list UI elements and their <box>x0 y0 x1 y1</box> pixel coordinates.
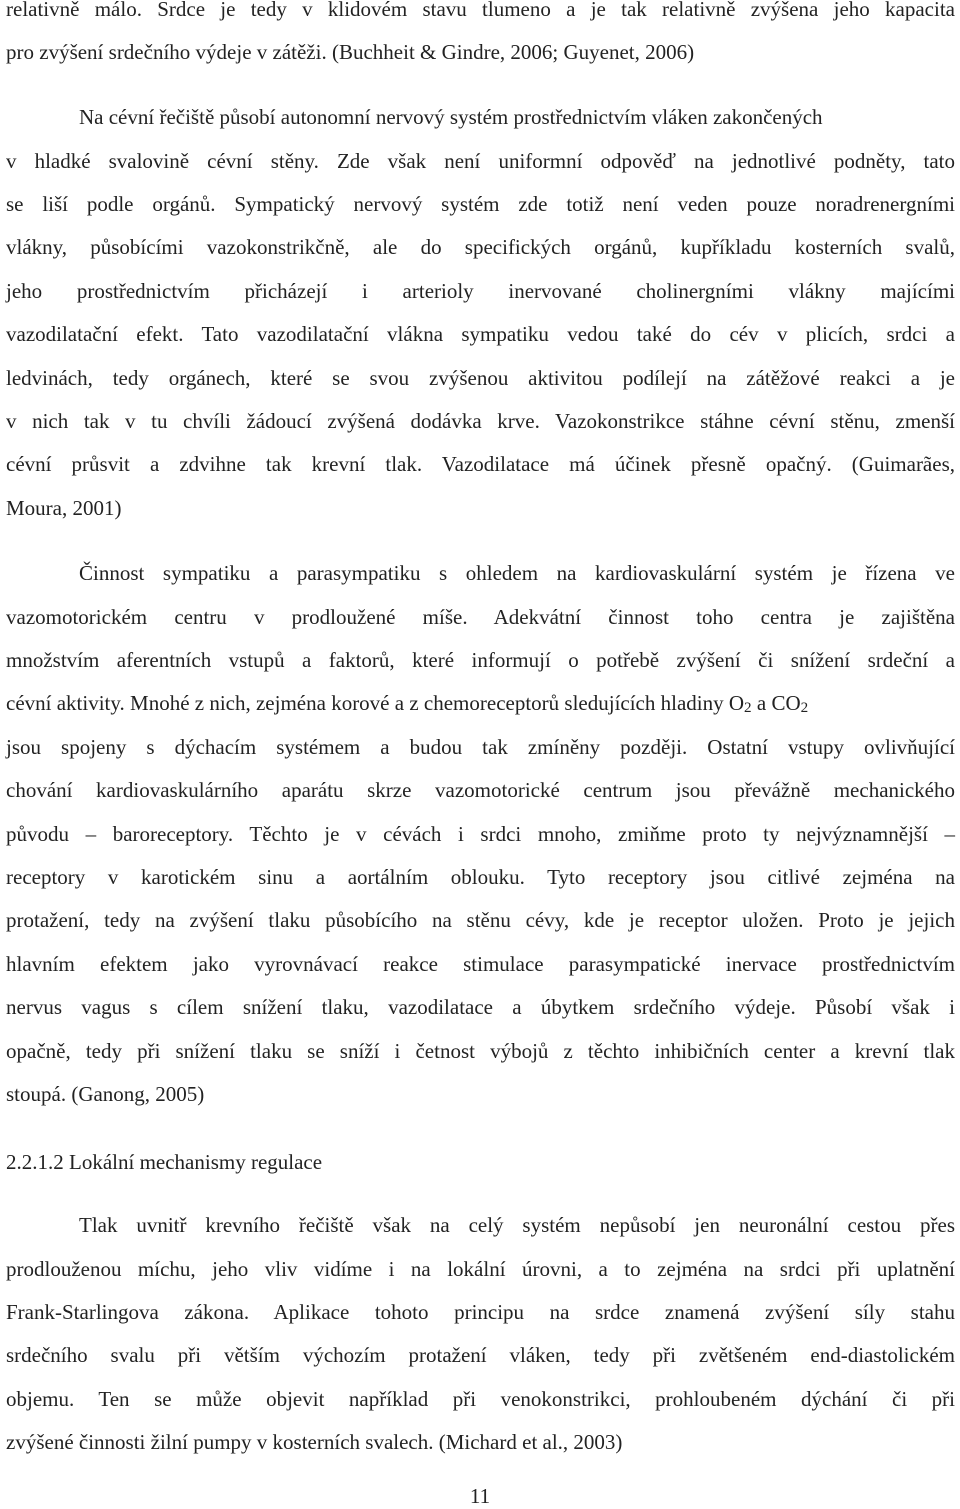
text-line: prodlouženou míchu, jeho vliv vidíme i na lokální úrovni, a to zejména na srdci při uplatnění <box>6 1257 955 1281</box>
text-line: pro zvýšení srdečního výdeje v zátěži. (Buchheit & Gindre, 2006; Guyenet, 2006) <box>6 40 695 64</box>
carbon-dioxide-symbol: CO <box>771 691 801 715</box>
text-line: Frank-Starlingova zákona. Aplikace tohoto principu na srdce znamená zvýšení síly stahu <box>6 1300 955 1324</box>
text-line: vazodilatační efekt. Tato vazodilatační vlákna sympatiku vedou také do cév v plicích, srdci a <box>6 322 955 346</box>
text-line: Tlak uvnitř krevního řečiště však na celý systém nepůsobí jen neuronální cestou přes <box>79 1213 955 1237</box>
section-heading: 2.2.1.2 Lokální mechanismy regulace <box>6 1150 323 1174</box>
text-line: srdečního svalu při větším výchozím protažení vláken, tedy při zvětšeném end-diastolickém <box>6 1343 955 1367</box>
text-line: cévní průsvit a zdvihne tak krevní tlak. Vazodilatace má účinek přesně opačný. (Guimarães, <box>6 452 955 476</box>
text-line: hlavním efektem jako vyrovnávací reakce stimulace parasympatické inervace prostřednictvím <box>6 952 955 976</box>
text-line: relativně málo. Srdce je tedy v klidovém stavu tlumeno a je tak relativně zvýšena jeho kapacita <box>6 0 955 21</box>
text-line: chování kardiovaskulárního aparátu skrze vazomotorické centrum jsou převážně mechanického <box>6 778 955 802</box>
text-line: Moura, 2001) <box>6 496 122 520</box>
text-line: v hladké svalovině cévní stěny. Zde však není uniformní odpověď na jednotlivé podněty, tato <box>6 149 955 173</box>
conjunction: a <box>751 691 772 715</box>
text-line: protažení, tedy na zvýšení tlaku působícího na stěnu cévy, kde je receptor uložen. Proto je jejich <box>6 908 955 932</box>
text-line: stoupá. (Ganong, 2005) <box>6 1082 205 1106</box>
text-line: Na cévní řečiště působí autonomní nervový systém prostřednictvím vláken zakončených <box>79 105 823 129</box>
text-line: objemu. Ten se může objevit například při venokonstrikci, prohloubeném dýchání či při <box>6 1387 955 1411</box>
text-line: vlákny, působícími vazokonstrikčně, ale do specifických orgánů, kupříkladu kosterních svalů, <box>6 235 955 259</box>
text-line: zvýšené činnosti žilní pumpy v kosterních svalech. (Michard et al., 2003) <box>6 1430 623 1454</box>
text-line: původu – baroreceptory. Těchto je v cévách i srdci mnoho, zmiňme proto ty nejvýznamnější – <box>6 822 955 846</box>
text-line: množstvím aferentních vstupů a faktorů, které informují o potřebě zvýšení či snížení srdeční a <box>6 648 955 672</box>
carbon-dioxide-subscript: 2 <box>800 699 809 716</box>
text-line: jeho prostřednictvím přicházejí i arterioly inervované cholinergními vlákny majícími <box>6 279 955 303</box>
text-line: jsou spojeny s dýchacím systémem a budou tak zmíněny později. Ostatní vstupy ovlivňující <box>6 735 955 759</box>
text-line-chem <box>6 690 955 716</box>
text-segment: cévní aktivity. Mnohé z nich, zejména korové a z chemoreceptorů sledujících hladiny <box>6 691 729 715</box>
text-line: v nich tak v tu chvíli žádoucí zvýšená dodávka krve. Vazokonstrikce stáhne cévní stěnu, zmenší <box>6 409 955 433</box>
page-number: 11 <box>469 1484 491 1508</box>
text-line: se liší podle orgánů. Sympatický nervový systém zde totiž není veden pouze noradrenergními <box>6 192 955 216</box>
text-line: nervus vagus s cílem snížení tlaku, vazodilatace a úbytkem srdečního výdeje. Působí však i <box>6 995 955 1019</box>
text-line: vazomotorickém centru v prodloužené míše. Adekvátní činnost toho centra je zajištěna <box>6 605 955 629</box>
text-line: receptory v karotickém sinu a aortálním oblouku. Tyto receptory jsou citlivé zejména na <box>6 865 955 889</box>
text-line: Činnost sympatiku a parasympatiku s ohledem na kardiovaskulární systém je řízena ve <box>79 561 955 585</box>
text-line: ledvinách, tedy orgánech, které se svou zvýšenou aktivitou podílejí na zátěžové reakci a je <box>6 366 955 390</box>
text-line: opačně, tedy při snížení tlaku se sníží i četnost výbojů z těchto inhibičních center a krevní tlak <box>6 1039 955 1063</box>
oxygen-symbol: O <box>728 691 745 715</box>
oxygen-subscript: 2 <box>744 699 752 716</box>
